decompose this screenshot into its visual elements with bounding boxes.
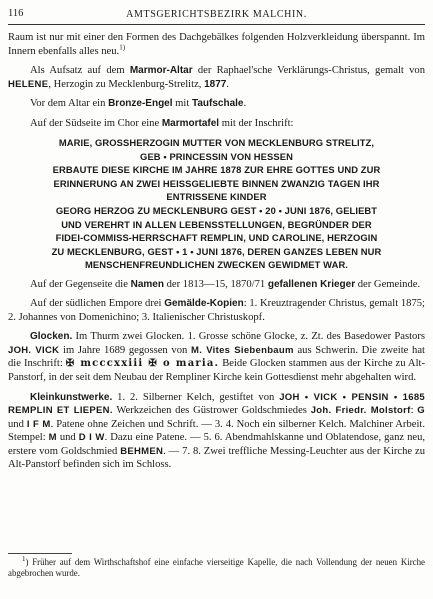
paragraph-angel [8, 97, 425, 111]
text: und [56, 432, 79, 444]
name-molstorf: Joh. Friedr. Molstorf [310, 405, 411, 417]
text: . — 7. 8. Zwei treffliche Messing-Leuchter aus der Kirche zu Alt-Panstorf befinden sich im Schloss. [8, 445, 425, 471]
paragraph-tablet [8, 117, 425, 131]
text: der Raphael'sche Verklärungs-Christus, gemalt von [192, 65, 425, 77]
text: . [226, 78, 229, 90]
hallmark: G [417, 405, 425, 417]
text: mit [172, 98, 192, 110]
name-helene: HELENE [8, 78, 49, 90]
text: Beide Glocken stammen aus der Kirche zu Alt-Panstorf, in der seit dem Neubau der Rempliner Kirche kein Gottesdienst mehr abgehalten wird. [8, 358, 425, 384]
paragraph-small-art [8, 391, 425, 472]
text: Auf der Gegenseite die [30, 278, 131, 290]
term-marmortafel: Marmortafel [161, 117, 220, 129]
inscription-line: ZU MECKLENBURG, GEST • 1 • JUNI 1876, DEREN GANZES LEBEN NUR [51, 245, 382, 257]
hallmark: D I W [78, 432, 105, 444]
inscription-line: GEORG HERZOG ZU MECKLENBURG GEST • 20 • JUNI 1876, GELIEBT [55, 205, 378, 217]
hallmark: M [48, 432, 57, 444]
footnote-ref: 1) [119, 43, 126, 52]
paragraph-names [8, 278, 425, 292]
text: , Herzogin zu Mecklenburg-Strelitz, [48, 78, 205, 90]
text: . [243, 98, 247, 110]
footnote-mark: 1 [22, 555, 26, 564]
text: Werkzeichen des Güstrower Goldschmiedes [112, 405, 311, 417]
page-body [8, 31, 425, 478]
inscription-line: GEB • PRINCESSIN VON HESSEN [140, 150, 293, 162]
inscription-line: MARIE, GROSSHERZOGIN MUTTER VON MECKLENBURG STRELITZ, [58, 137, 375, 149]
text: 1. 2. Silberner Kelch, gestiftet von [112, 391, 280, 403]
chalice-inscription: JOH • VICK • PENSIN • 1685 REMPLIN ET LIEPEN. [8, 391, 425, 417]
section-heading-glocken: Glocken. [30, 331, 73, 343]
term-gefallenen-krieger: gefallenen Krieger [267, 278, 356, 290]
text: Raum ist nur mit einer den Formen des Dachgebälkes folgenden Holzverkleidung überspannt. Im Innern ebenfalls alles neu. [8, 32, 425, 57]
inscription-line: MENSCHENFREUNDLICHEN ZWECKEN GEWIDMET WAR. [84, 259, 349, 271]
text: der 1813—15, 1870/71 [163, 278, 268, 290]
text: im Jahre 1689 gegossen von [59, 344, 192, 356]
term-gemaelde-kopien: Gemälde-Kopien [164, 298, 244, 310]
inscription-line: ERINNERUNG AN ZWEI HEISSGELIEBTE BINNEN ZWANZIG TAGEN IHR [53, 177, 380, 189]
term-marmor-altar: Marmor-Altar [129, 65, 193, 77]
name-siebenbaum: M. Vites Siebenbaum [191, 344, 294, 356]
hallmark: I F M [26, 418, 51, 430]
footnote-text: ) Früher auf dem Wirthschaftshof eine einfache vierseitige Kapelle, die nach Vollendung der neuen Kirche abgebrochen wurde. [8, 557, 425, 579]
text: Auf der Südseite im Chor eine [30, 117, 162, 129]
text: aus Schwerin. Die zweite hat die Inschrift: [8, 344, 426, 370]
text: der Gemeinde. [355, 278, 421, 290]
name-joh-vick: JOH. VICK [8, 344, 60, 356]
paragraph-bells [8, 330, 425, 384]
bell-inscription: ✠ mcccxxiii ✠ o maria. [65, 358, 220, 370]
footnote [8, 557, 425, 580]
inscription-line: ENTRISSENE KINDER [166, 191, 267, 203]
inscription-line: UND VEREHRT IN ALLEN LEBENSSTELLUNGEN, BEGRÜNDER DER [61, 218, 372, 230]
paragraph-altar [8, 64, 425, 91]
inscription-line: ERBAUTE DIESE KIRCHE IM JAHRE 1878 ZUR EHRE GOTTES UND ZUR [52, 164, 381, 176]
running-title: AMTSGERICHTSBEZIRK MALCHIN. [126, 9, 307, 20]
page-header [8, 8, 425, 22]
text: Als Aufsatz auf dem [30, 65, 130, 77]
section-heading-kleinkunstwerke: Kleinkunstwerke. [30, 391, 113, 403]
text: . Dazu eine Patene. — 5. 6. Abendmahlskanne und Oblatendose, ganz neu, erstere vom Goldschmied [8, 432, 426, 457]
text: Auf der südlichen Empore drei [30, 298, 165, 310]
text: Vor dem Altar ein [30, 98, 109, 110]
text: . Patene ohne Zeichen und Schrift. — 3. 4. Noch ein silberner Kelch. Malchiner Arbeit. Stempel: [8, 418, 425, 444]
inscription-block [8, 136, 425, 271]
text: : [410, 405, 418, 417]
text: Im Thurm zwei Glocken. 1. Grosse schöne Glocke, z. Zt. des Basedower Pastors [72, 331, 425, 343]
text: mit der Inschrift: [219, 117, 294, 129]
term-taufschale: Taufschale [191, 98, 244, 110]
page-number: 116 [8, 8, 24, 19]
text: und [8, 418, 27, 430]
inscription-line: FIDEI-COMMISS-HERRSCHAFT REMPLIN, UND CAROLINE, HERZOGIN [55, 232, 378, 244]
year: 1877 [204, 78, 227, 90]
paragraph-paintings [8, 297, 425, 324]
name-behmen: BEHMEN [120, 445, 164, 457]
footnote-ref-number: 1 [119, 43, 123, 52]
text: : 1. Kreuztragender Christus, gemalt 1875; 2. Johannes von Domenichino; 3. Italienischer Christuskopf. [8, 298, 425, 323]
footnote-rule [8, 553, 72, 554]
document-page [8, 0, 425, 599]
term-namen: Namen [130, 278, 164, 290]
header-rule [8, 24, 425, 25]
term-bronze-engel: Bronze-Engel [108, 98, 173, 110]
paragraph-roof [8, 31, 425, 58]
